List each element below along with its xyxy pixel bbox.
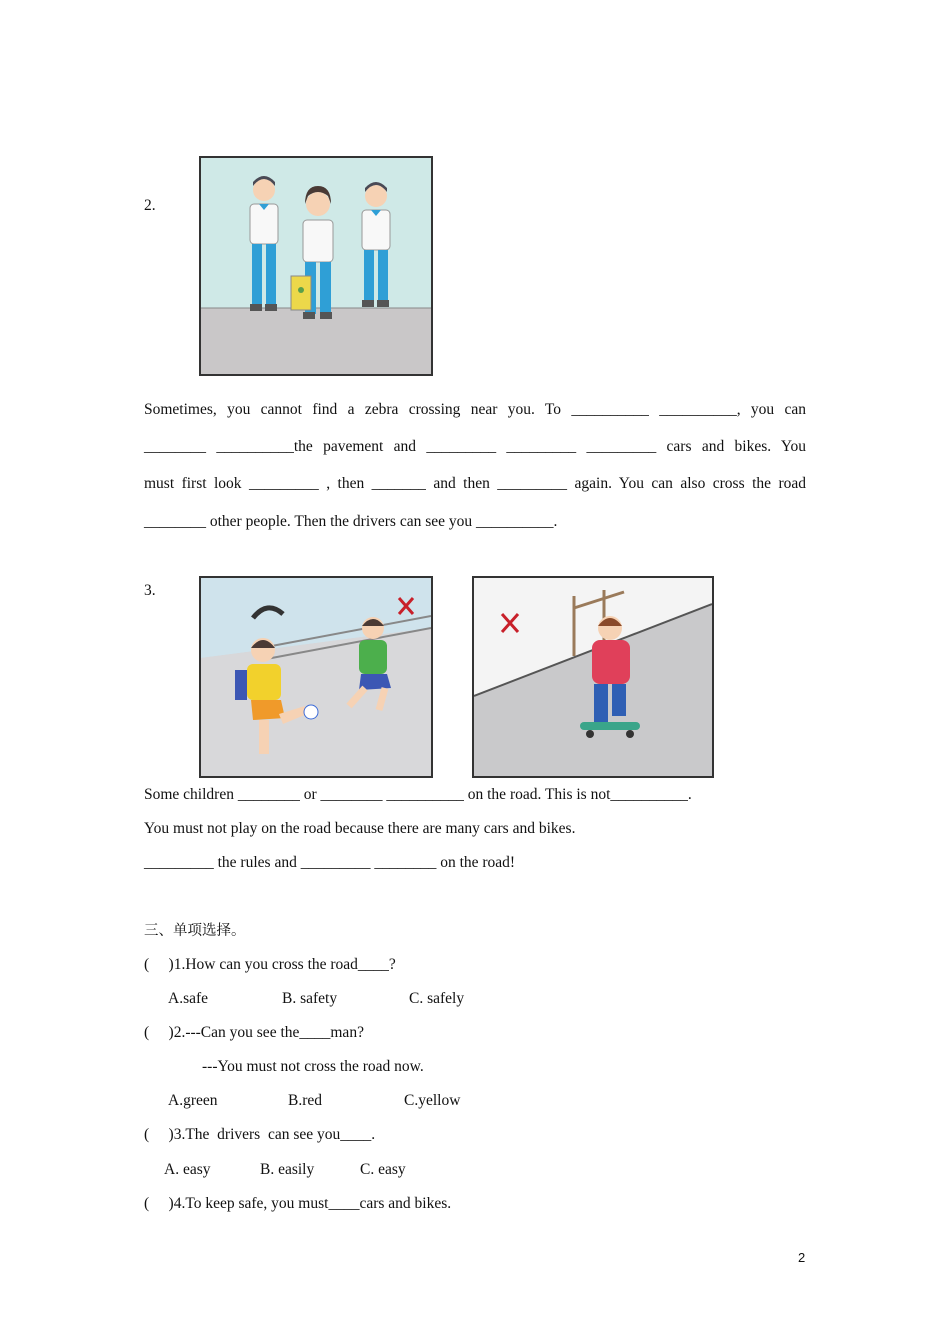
question-3-stem: ( )3.The drivers can see you____. <box>144 1126 376 1143</box>
football-on-road-illustration <box>201 578 431 776</box>
skateboard-on-road-illustration <box>474 578 712 776</box>
question-2-sub: ---You must not cross the road now. <box>202 1058 424 1075</box>
question-2-option-a: A.green <box>168 1092 218 1109</box>
question-4-stem: ( )4.To keep safe, you must____cars and bikes. <box>144 1195 452 1212</box>
page-number: 2 <box>798 1250 806 1265</box>
q3-number: 3. <box>144 582 156 599</box>
q2-line-3: must first look _________ , then _______ and then _________ again. You can also cross the road <box>144 475 806 492</box>
q2-number: 2. <box>144 197 156 214</box>
question-1-stem: ( )1.How can you cross the road____? <box>144 956 396 973</box>
question-1-option-b: B. safety <box>282 990 338 1007</box>
q3-line-1: Some children ________ or ________ __________ on the road. This is not__________. <box>144 786 692 803</box>
question-3-option-a: A. easy <box>164 1161 211 1178</box>
question-2-option-c: C.yellow <box>404 1092 461 1109</box>
q2-line-1: Sometimes, you cannot find a zebra crossing near you. To __________ __________, you can <box>144 401 806 418</box>
children-walking-illustration <box>201 158 431 374</box>
q2-line-2: ________ __________the pavement and _________ _________ _________ cars and bikes. You <box>144 438 806 455</box>
question-2-stem: ( )2.---Can you see the____man? <box>144 1024 364 1041</box>
children-playing-football-picture <box>199 576 433 778</box>
q2-line-4: ________ other people. Then the drivers can see you __________. <box>144 513 558 530</box>
q3-line-3: _________ the rules and _________ ________ on the road! <box>144 854 516 871</box>
children-walking-picture <box>199 156 433 376</box>
question-3-option-b: B. easily <box>260 1161 315 1178</box>
question-1-option-c: C. safely <box>409 990 465 1007</box>
section-3-heading: 三、单项选择。 <box>144 923 246 939</box>
boy-skateboarding-picture <box>472 576 714 778</box>
question-3-option-c: C. easy <box>360 1161 406 1178</box>
question-2-option-b: B.red <box>288 1092 323 1109</box>
question-1-option-a: A.safe <box>168 990 209 1007</box>
q3-line-2: You must not play on the road because there are many cars and bikes. <box>144 820 576 837</box>
